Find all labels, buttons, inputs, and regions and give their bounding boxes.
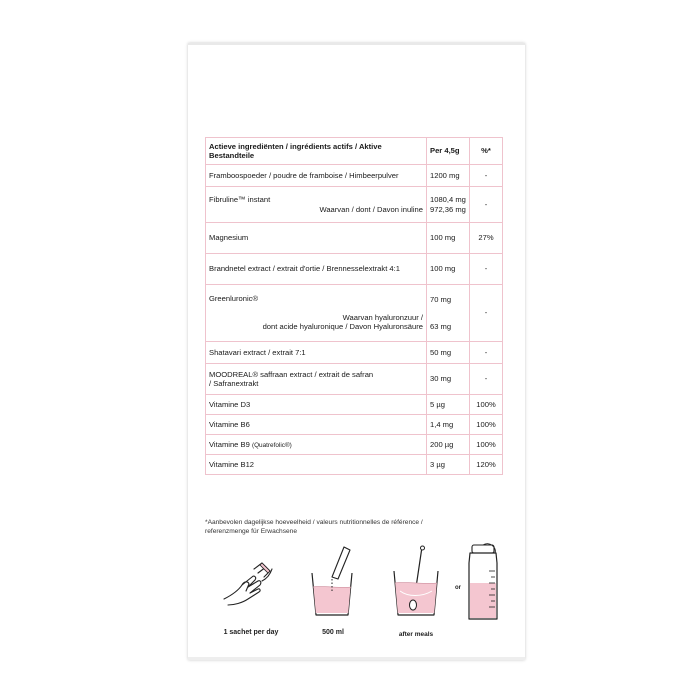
ingredient-amount: 3 µg [427,455,470,475]
ingredient-name: Vitamine B9 [209,439,250,449]
ingredient-amount: 30 mg [427,364,470,395]
ingredient-amount-sub: 63 mg [430,321,452,331]
table-row [206,223,503,254]
amount-cell [427,285,470,342]
header-amount: Per 4,5g [427,138,470,165]
glass-with-spoon-icon [388,545,448,621]
ingredient-cell [206,285,427,342]
ingredient-name-note: (Quatrefolic®) [251,441,292,449]
ingredient-subname: Waarvan hyaluronzuur / [342,312,423,322]
table-row [206,395,503,415]
caption-sachet: 1 sachet per day [223,629,279,636]
ingredient-cell [206,187,427,223]
ingredient-name: Vitamine B12 [206,455,427,475]
header-pct: %* [470,138,503,165]
usage-instructions [218,543,508,643]
ingredient-pct: 100% [470,395,503,415]
product-panel [188,43,525,660]
table-row [206,285,503,342]
shaker-bottle-icon [463,543,503,623]
header-ingredient: Actieve ingrediënten / ingrédients actifs / Aktive Bestandteile [206,138,427,165]
table-row [206,187,503,223]
ingredient-pct: - [470,165,503,187]
ingredient-name-line2: / Safranextrakt [209,379,259,388]
ingredient-name: Magnesium [206,223,427,254]
ingredient-amount: 1080,4 mg [430,195,466,205]
ingredient-pct: - [470,254,503,285]
ingredient-amount: 50 mg [427,342,470,364]
ingredient-pct: - [470,187,503,223]
footnote [205,519,505,537]
ingredient-name: Framboospoeder / poudre de framboise / Himbeerpulver [206,165,427,187]
table-row [206,415,503,435]
ingredient-pct: - [470,364,503,395]
table-row [206,435,503,455]
ingredient-amount: 100 mg [427,223,470,254]
ingredient-subname: Waarvan / dont / Davon inuline [319,204,423,214]
glass-with-sachet-icon [304,543,360,619]
table-row [206,455,503,475]
hand-tearing-sachet-icon [218,555,280,617]
table-row [206,165,503,187]
ingredient-pct: 27% [470,223,503,254]
ingredient-pct: 100% [470,415,503,435]
ingredient-cell [206,364,427,395]
ingredient-amount-sub: 972,36 mg [430,204,466,214]
ingredient-name: MOODREAL® saffraan extract / extrait de safran [209,369,374,379]
ingredient-pct: - [470,342,503,364]
ingredient-name: Brandnetel extract / extrait d'ortie / Brennesselextrakt 4:1 [206,254,427,285]
table-row [206,254,503,285]
ingredient-amount: 200 µg [427,435,470,455]
footnote-line: referenzmenge für Erwachsene [205,527,297,535]
ingredient-name: Greenluronic® [209,294,259,304]
amount-cell [427,187,470,223]
ingredient-name: Fibruline™ instant [209,195,271,205]
ingredient-subname: dont acide hyaluronique / Davon Hyaluronsäure [262,322,423,332]
ingredient-amount: 5 µg [427,395,470,415]
ingredient-name: Vitamine D3 [206,395,427,415]
ingredient-pct: 120% [470,455,503,475]
ingredient-name: Vitamine B6 [206,415,427,435]
table-header [206,138,503,165]
ingredient-pct: - [470,285,503,342]
nutrition-table [205,137,503,475]
ingredient-amount: 70 mg [430,295,452,305]
caption-volume: 500 ml [322,629,344,636]
ingredient-amount: 100 mg [427,254,470,285]
footnote-line: *Aanbevolen dagelijkse hoeveelheid / valeurs nutritionnelles de référence / [205,519,423,526]
ingredient-amount: 1200 mg [427,165,470,187]
ingredient-amount: 1,4 mg [427,415,470,435]
caption-meals: after meals [398,631,434,638]
ingredient-name: Shatavari extract / extrait 7:1 [206,342,427,364]
ingredient-cell [206,435,427,455]
table-row [206,342,503,364]
or-label: or [455,585,461,591]
ingredient-pct: 100% [470,435,503,455]
table-row [206,364,503,395]
